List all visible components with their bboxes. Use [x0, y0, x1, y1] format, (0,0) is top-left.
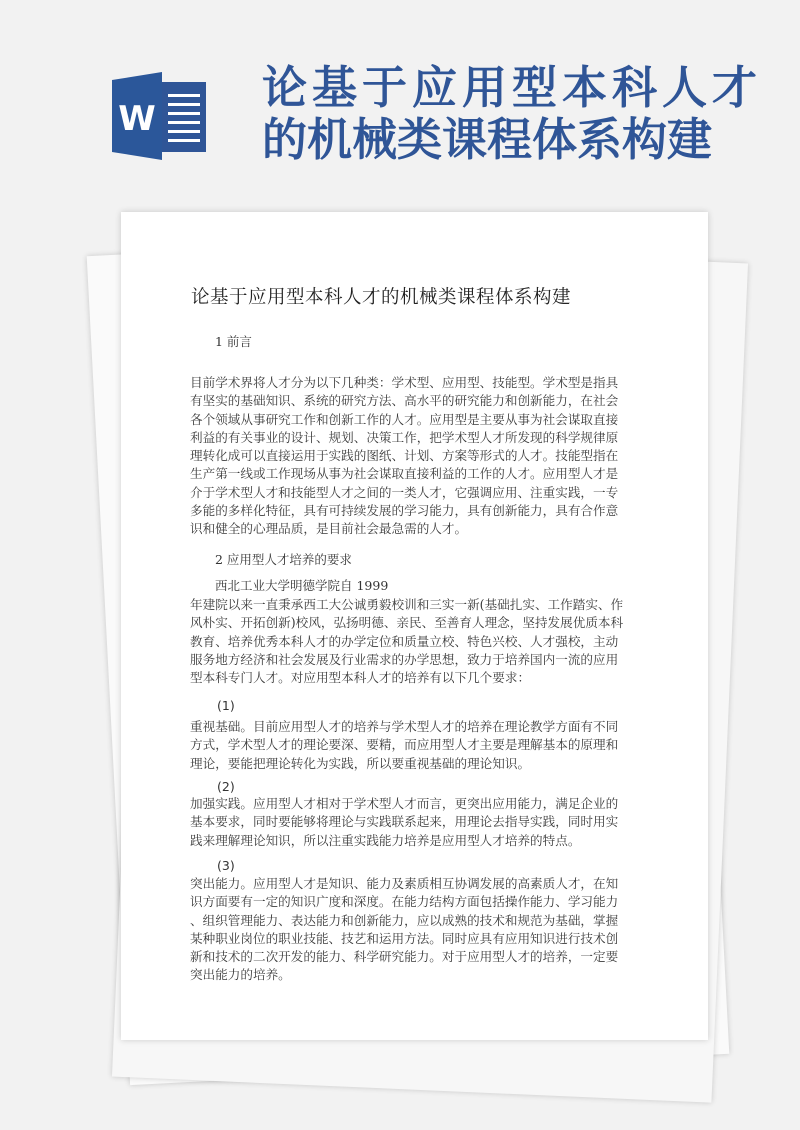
logo-letter: W	[118, 99, 156, 139]
banner-title-line-1: 论基于应用型本科人才	[262, 61, 763, 114]
text-line: 服务地方经济和社会发展及行业需求的办学思想，致力于培养国内一流的应用	[190, 651, 619, 667]
word-document-icon	[108, 70, 210, 162]
text-line: 型本科专门人才。对应用型本科人才的培养有以下几个要求：	[190, 670, 531, 686]
text-line: 有坚实的基础知识、系统的研究方法、高水平的研究能力和创新能力，在社会	[190, 393, 619, 409]
text-line: 重视基础。目前应用型人才的培养与学术型人才的培养在理论教学方面有不同	[190, 719, 619, 734]
text-line: 利益的有关事业的设计、规划、决策工作，把学术型人才所发现的科学规律原	[190, 429, 619, 445]
paragraph-intro	[190, 374, 618, 539]
text-line: 生产第一线或工作现场从事为社会谋取直接利益的工作的人才。应用型人才是	[190, 466, 619, 482]
item-number-2: (2)	[217, 779, 235, 794]
text-line: 加强实践。应用型人才相对于学术型人才而言，更突出应用能力，满足企业的	[190, 796, 619, 811]
text-line: 教育、培养优秀本科人才的办学定位和质量立校、特色兴校、人才强校，主动	[190, 633, 619, 649]
text-line: 新和技术的二次开发的能力、科学研究能力。对于应用型人才的培养，一定要	[190, 949, 619, 965]
item-1	[190, 718, 618, 773]
banner-title-line-2: 的机械类课程体系构建	[262, 113, 713, 166]
text-line: 方式，学术型人才的理论要深、要精，而应用型人才主要是理解基本的原理和	[190, 737, 619, 753]
item-number-3: (3)	[217, 858, 235, 873]
section-heading-1: 1 前言	[215, 334, 252, 349]
text-line: 突出能力。应用型人才是知识、能力及素质相互协调发展的高素质人才，在知	[190, 876, 619, 891]
text-line: 识方面要有一定的知识广度和深度。在能力结构方面包括操作能力、学习能力	[190, 894, 619, 910]
text-line: 多能的多样化特征，具有可持续发展的学习能力，具有创新能力，具有合作意	[190, 503, 619, 519]
banner-title	[262, 62, 762, 166]
item-2	[190, 795, 618, 850]
text-line: 某种职业岗位的职业技能、技艺和运用方法。同时应具有应用知识进行技术创	[190, 930, 619, 946]
text-line: 风朴实、开拓创新)校风，弘扬明德、亲民、至善育人理念，坚持发展优质本科	[190, 615, 624, 631]
document-title: 论基于应用型本科人才的机械类课程体系构建	[191, 287, 572, 308]
text-line: 目前学术界将人才分为以下几种类：学术型、应用型、技能型。学术型是指具	[190, 375, 619, 390]
text-line: 介于学术型人才和技能型人才之间的一类人才，它强调应用、注重实践，一专	[190, 484, 619, 500]
text-line: 践来理解理论知识，所以注重实践能力培养是应用型人才培养的特点。	[190, 832, 581, 848]
text-line: 理转化成可以直接运用于实践的图纸、计划、方案等形式的人才。技能型指在	[190, 448, 619, 464]
text-line: 理论，要能把理论转化为实践，所以要重视基础的理论知识。	[190, 755, 531, 771]
text-line: 基本要求，同时要能够将理论与实践联系起来，用理论去指导实践，同时用实	[190, 814, 619, 830]
paragraph-school	[190, 596, 623, 687]
item-3	[190, 875, 618, 985]
text-line: 识和健全的心理品质，是目前社会最急需的人才。	[190, 521, 468, 537]
text-line: 各个领域从事研究工作和创新工作的人才。应用型是主要从事为社会谋取直接	[190, 411, 619, 427]
text-line: 突出能力的培养。	[190, 967, 291, 983]
item-number-1: (1)	[217, 698, 235, 713]
section-heading-2: 2 应用型人才培养的要求	[215, 552, 352, 567]
text-line: 、组织管理能力、表达能力和创新能力，应以成熟的技术和规范为基础，掌握	[190, 912, 619, 928]
text-line: 年建院以来一直秉承西工大公诚勇毅校训和三实一新(基础扎实、工作踏实、作	[190, 597, 624, 612]
paragraph-lead: 西北工业大学明德学院自 1999	[215, 578, 389, 593]
